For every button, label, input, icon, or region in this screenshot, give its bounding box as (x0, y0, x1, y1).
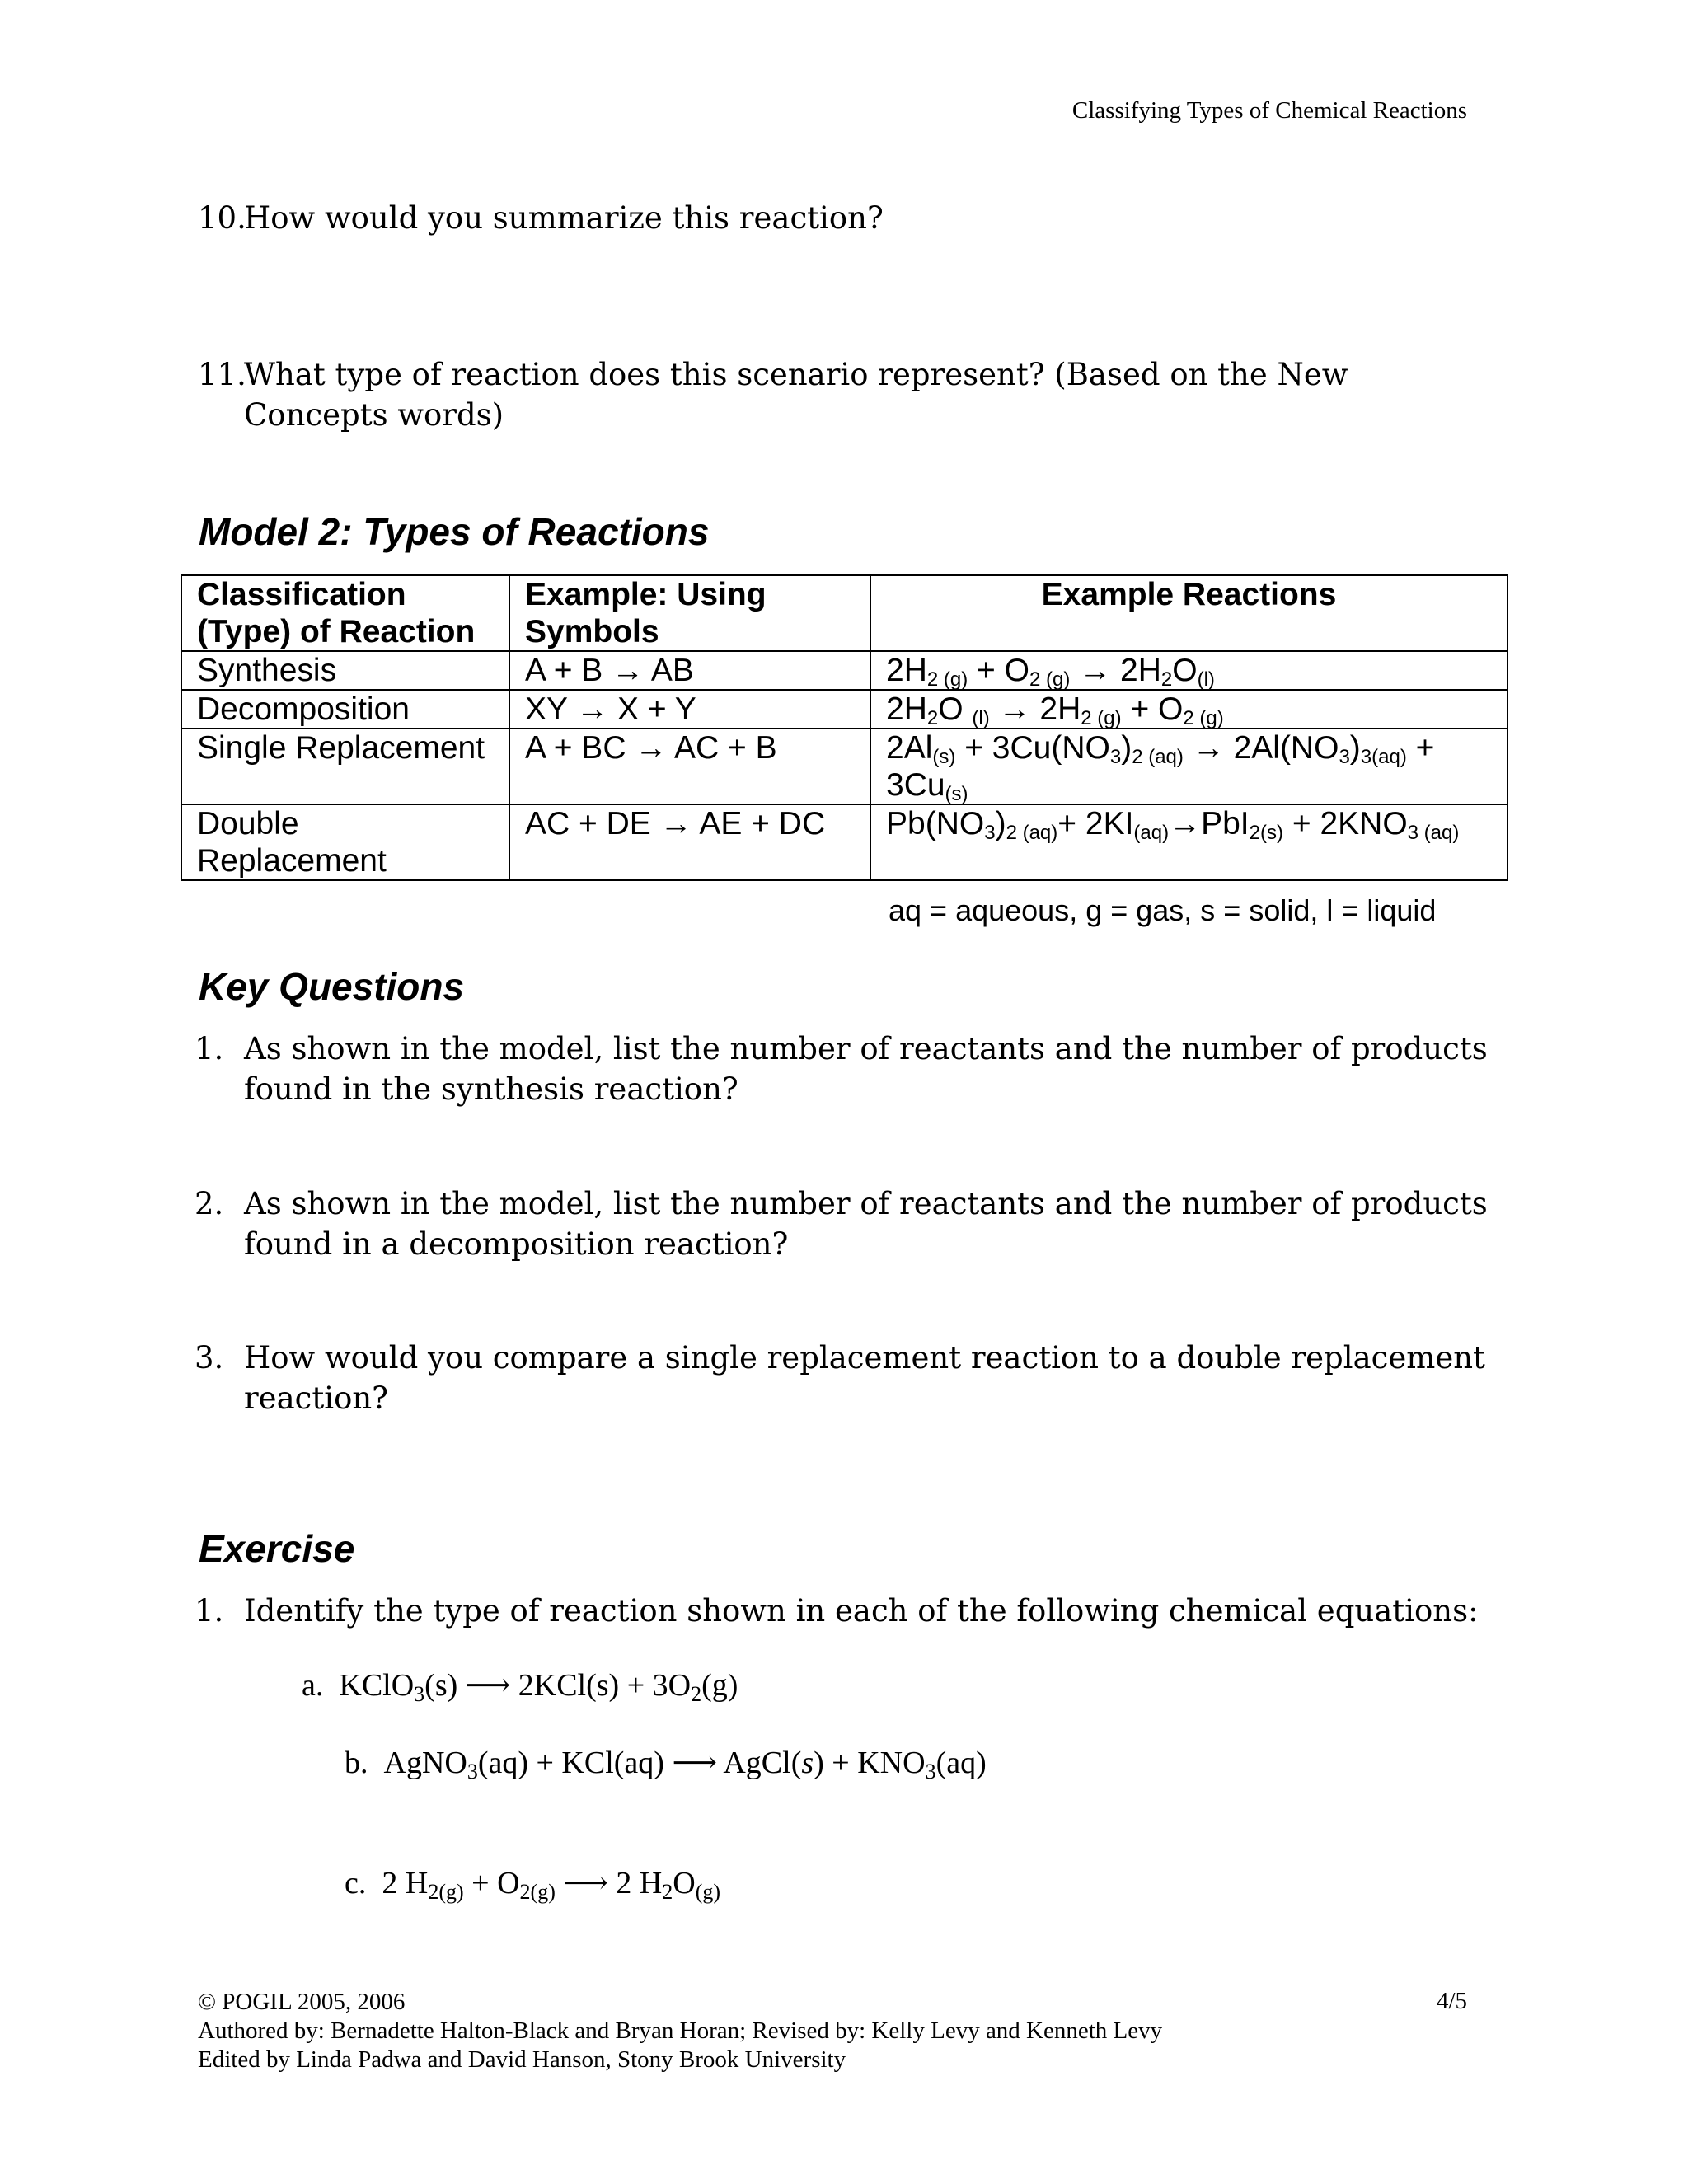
key-question-3 (195, 1338, 1505, 1418)
reaction-cell: $2H_{2 (g)} + O_{2 (g)} \to 2H_2O_{(l)}$ (870, 651, 1507, 690)
equation-a: a. KClO$_3$(s) ⟶ $2KCl(s) + 3O_2(g)$ (302, 1668, 738, 1706)
page-number: 4/5 (1436, 1988, 1467, 2014)
arrow: ⟶ (555, 1866, 608, 1900)
question-number: 1. (195, 1593, 224, 1629)
question-11 (198, 354, 1500, 435)
col-header-classification: Classification (Type) of Reaction (181, 575, 509, 651)
question-number: 2. (195, 1186, 224, 1221)
reaction-cell: $2Al_{(s)} + 3Cu(NO_3)_{2 (aq)} \to 2Al(NO_3)_{3(aq)} + 3Cu_{(s)}$ (870, 729, 1507, 804)
equation-label: a. (302, 1668, 324, 1703)
question-text: How would you summarize this reaction? (244, 200, 884, 236)
question-number: 3. (195, 1340, 224, 1376)
reaction-types-table (181, 574, 1508, 881)
footer-authors: Authored by: Bernadette Halton-Black and Bryan Horan; Revised by: Kelly Levy and Kenneth Levy (198, 2018, 1163, 2044)
classification-cell: Double Replacement (181, 804, 509, 880)
classification-cell: Single Replacement (181, 729, 509, 804)
question-text: As shown in the model, list the number of reactants and the number of products found in a decomposition reaction? (244, 1186, 1488, 1262)
footer-copyright: © POGIL 2005, 2006 (198, 1989, 406, 2015)
question-number: 10. (198, 200, 246, 236)
key-question-1 (195, 1029, 1505, 1109)
equation-label: b. (345, 1746, 368, 1780)
reaction-cell: $2H_2O$ $_{(l)} \to 2H_{2 (g)} + O_{2 (g)}$ (870, 690, 1507, 729)
table-row (181, 690, 1507, 729)
key-question-2 (195, 1183, 1505, 1264)
question-number: 11. (198, 357, 246, 392)
col-header-symbols: Example: Using Symbols (509, 575, 870, 651)
model-heading: Model 2: Types of Reactions (199, 510, 710, 553)
symbols-cell: A + BC → AC + B (509, 729, 870, 804)
running-title: Classifying Types of Chemical Reactions (1071, 97, 1467, 124)
symbols-cell: A + B → AB (509, 651, 870, 690)
question-number: 1. (195, 1031, 224, 1066)
question-text: What type of reaction does this scenario represent? (Based on the New Concepts words) (244, 357, 1348, 433)
question-text: Identify the type of reaction shown in each of the following chemical equations: (244, 1593, 1479, 1629)
table-row (181, 729, 1507, 804)
reaction-cell: $Pb(NO_3)_{2 (aq)}+ 2KI_{(aq)}\to PbI_{2(s)} + 2KNO_{3 (aq)}$ (870, 804, 1507, 880)
classification-cell: Decomposition (181, 690, 509, 729)
equation-b: b. AgNO$_3$(aq) + KCl(aq) ⟶ AgCl(s) + $KNO_3(aq)$ (345, 1746, 987, 1783)
equation-c: c. 2 $H_{2(g)} + O_{2(g)}$ ⟶ 2 $H_2O_{(g)}$ (345, 1866, 721, 1904)
arrow: ⟶ (672, 1746, 717, 1780)
classification-cell: Synthesis (181, 651, 509, 690)
exercise-instruction (195, 1591, 1505, 1631)
equation-label: c. (345, 1866, 367, 1900)
symbols-cell: AC + DE → AE + DC (509, 804, 870, 880)
col-header-reactions: Example Reactions (870, 575, 1507, 651)
table-header-row (181, 575, 1507, 651)
question-text: How would you compare a single replacement reaction to a double replacement reaction? (244, 1340, 1485, 1416)
footer-editors: Edited by Linda Padwa and David Hanson, Stony Brook University (198, 2046, 846, 2073)
arrow: ⟶ (465, 1668, 511, 1703)
state-legend: aq = aqueous, g = gas, s = solid, l = liquid (889, 893, 1437, 927)
question-text: As shown in the model, list the number of reactants and the number of products found in the synthesis reaction? (244, 1031, 1488, 1107)
question-10 (198, 198, 1500, 238)
key-questions-heading: Key Questions (199, 965, 465, 1008)
table-row (181, 651, 1507, 690)
symbols-cell: XY → X + Y (509, 690, 870, 729)
exercise-heading: Exercise (199, 1527, 355, 1570)
table-row (181, 804, 1507, 880)
